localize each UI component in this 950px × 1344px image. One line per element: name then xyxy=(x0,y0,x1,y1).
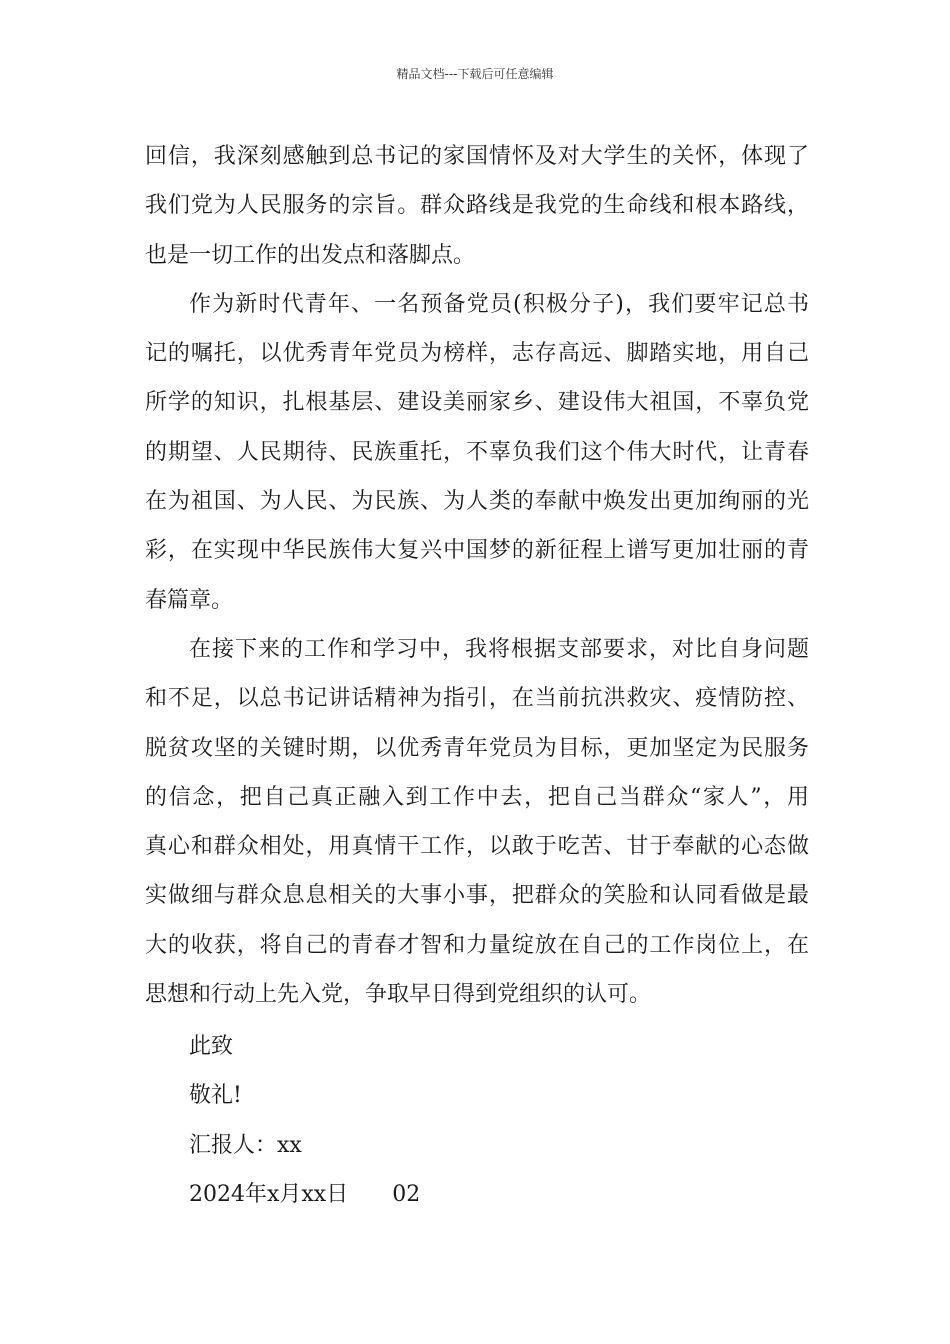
paragraph-3-line: 的信念，把自己真正融入到工作中去，把自己当群众“家人”，用 xyxy=(145,784,809,810)
paragraph-3-line: 在接下来的工作和学习中，我将根据支部要求，对比自身问题 xyxy=(189,636,809,662)
paragraph-2-line: 春篇章。 xyxy=(145,587,234,613)
reporter-line: 汇报人：xx xyxy=(189,1132,302,1158)
paragraph-1-line: 我们党为人民服务的宗旨。群众路线是我党的生命线和根本路线， xyxy=(145,193,809,219)
page-header: 精品文档---下载后可任意编辑 xyxy=(396,67,554,81)
paragraph-2-line: 在为祖国、为人民、为民族、为人类的奉献中焕发出更加绚丽的光 xyxy=(145,489,809,515)
salutation: 此致 xyxy=(189,1034,234,1059)
paragraph-2-line: 的期望、人民期待、民族重托，不辜负我们这个伟大时代，让青春 xyxy=(145,439,809,465)
paragraph-3-line: 实做细与群众息息相关的大事小事，把群众的笑脸和认同看做是最 xyxy=(145,883,809,909)
paragraph-2-line: 所学的知识，扎根基层、建设美丽家乡、建设伟大祖国，不辜负党 xyxy=(145,390,809,416)
paragraph-2-line: 记的嘱托，以优秀青年党员为榜样，志存高远、脚踏实地，用自己 xyxy=(145,341,809,367)
report-date: 2024年x月xx日 xyxy=(189,1181,349,1207)
paragraph-3-line: 脱贫攻坚的关键时期，以优秀青年党员为目标，更加坚定为民服务 xyxy=(145,735,809,761)
paragraph-3-line: 大的收获，将自己的青春才智和力量绽放在自己的工作岗位上，在 xyxy=(145,932,809,958)
letter-closing xyxy=(189,1022,789,1219)
document-body xyxy=(145,132,809,1019)
page-number: 02 xyxy=(392,1181,421,1207)
respect-line: 敬礼! xyxy=(189,1083,242,1109)
paragraph-2-line: 彩，在实现中华民族伟大复兴中国梦的新征程上谱写更加壮丽的青 xyxy=(145,538,809,564)
paragraph-3-line: 和不足，以总书记讲话精神为指引，在当前抗洪救灾、疫情防控、 xyxy=(145,686,809,712)
paragraph-1-line: 回信，我深刻感触到总书记的家国情怀及对大学生的关怀，体现了 xyxy=(145,144,809,169)
date-line xyxy=(189,1170,789,1219)
paragraph-1-line: 也是一切工作的出发点和落脚点。 xyxy=(145,242,476,268)
paragraph-3-line: 真心和群众相处，用真情干工作，以敢于吃苦、甘于奉献的心态做 xyxy=(145,834,809,860)
paragraph-2-line: 作为新时代青年、一名预备党员(积极分子)，我们要牢记总书 xyxy=(189,291,809,317)
paragraph-3-line: 思想和行动上先入党，争取早日得到党组织的认可。 xyxy=(145,982,652,1008)
